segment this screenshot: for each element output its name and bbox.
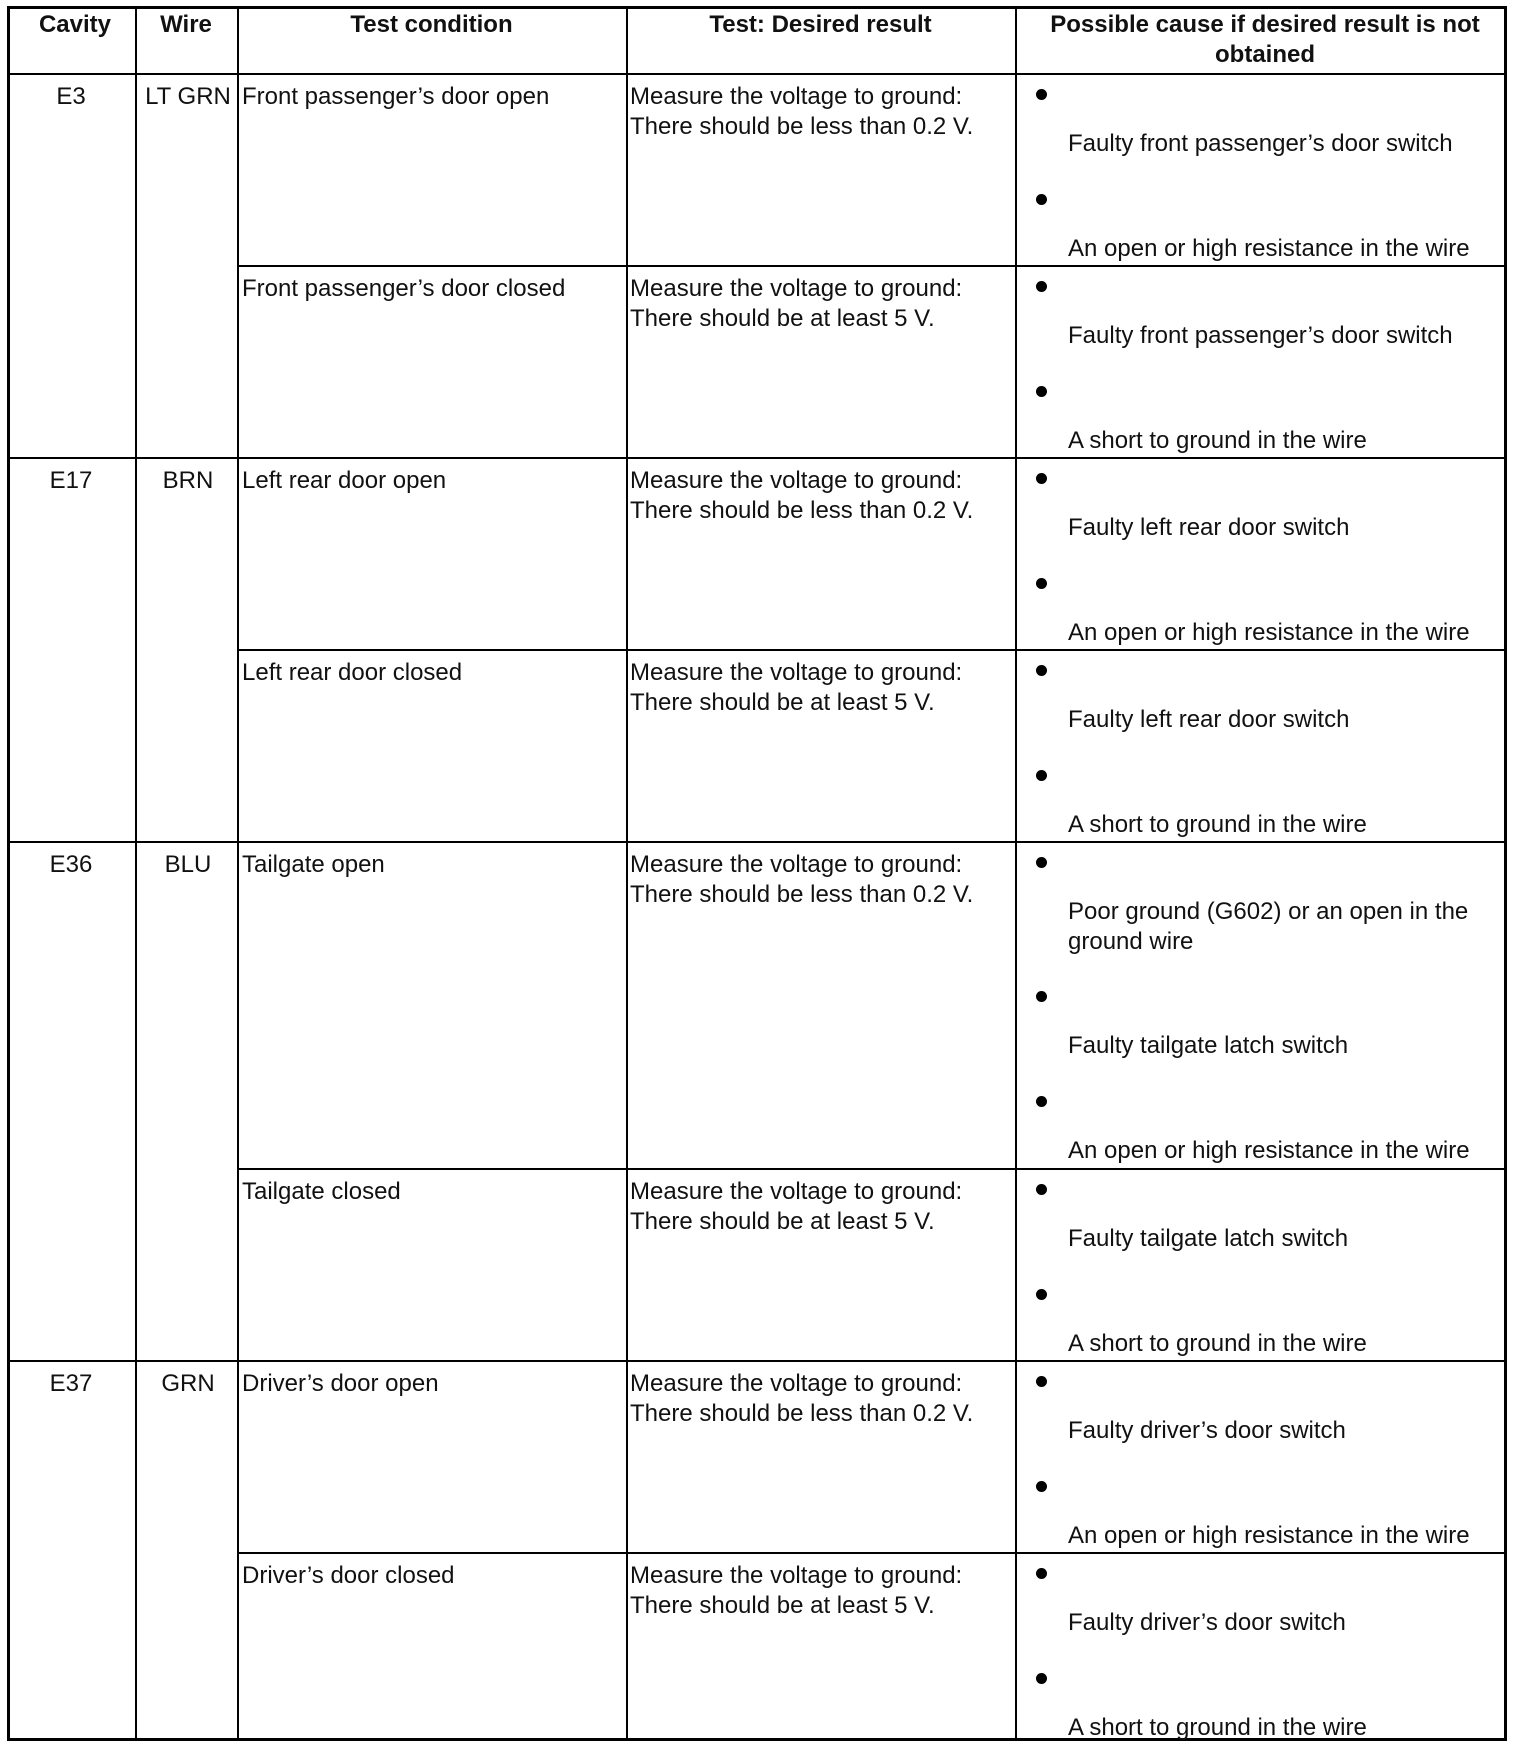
possible-cause-item: A short to ground in the wire — [1068, 427, 1367, 454]
desired-result-line: There should be at least 5 V. — [630, 1592, 935, 1619]
bullet-icon — [1036, 1481, 1047, 1492]
row-divider — [237, 1168, 1507, 1170]
header-desired-result: Test: Desired result — [709, 11, 932, 38]
header-divider — [7, 73, 1507, 75]
bullet-icon — [1036, 386, 1047, 397]
header-test-condition: Test condition — [350, 11, 513, 38]
cavity-cell: E3 — [56, 83, 86, 110]
wire-cell: BLU — [164, 851, 212, 878]
bullet-icon — [1036, 1376, 1047, 1387]
header-wire: Wire — [160, 11, 212, 38]
bullet-icon — [1036, 1568, 1047, 1579]
wire-cell: GRN — [161, 1370, 215, 1397]
possible-cause-item: Faulty driver’s door switch — [1068, 1417, 1346, 1444]
desired-result-line: Measure the voltage to ground: — [630, 83, 963, 110]
test-condition-cell: Left rear door open — [242, 467, 447, 494]
desired-result-line: Measure the voltage to ground: — [630, 851, 963, 878]
possible-cause-item: An open or high resistance in the wire — [1068, 619, 1470, 646]
test-condition-cell: Left rear door closed — [242, 659, 463, 686]
column-divider — [135, 6, 137, 1741]
bullet-icon — [1036, 1096, 1047, 1107]
cavity-cell: E37 — [49, 1370, 93, 1397]
header-possible-cause: Possible cause if desired result is not obtained — [1050, 11, 1480, 68]
possible-cause-item: Faulty driver’s door switch — [1068, 1609, 1346, 1636]
possible-cause-item: Faulty front passenger’s door switch — [1068, 322, 1453, 349]
bullet-icon — [1036, 857, 1047, 868]
test-condition-cell: Tailgate open — [242, 851, 385, 878]
wire-cell: LT GRN — [145, 83, 231, 110]
bullet-icon — [1036, 1289, 1047, 1300]
test-condition-cell: Front passenger’s door open — [242, 83, 550, 110]
possible-cause-item: Faulty left rear door switch — [1068, 706, 1350, 733]
bullet-icon — [1036, 473, 1047, 484]
desired-result-line: There should be at least 5 V. — [630, 689, 935, 716]
row-divider — [237, 649, 1507, 651]
test-condition-cell: Front passenger’s door closed — [242, 275, 566, 302]
bullet-icon — [1036, 194, 1047, 205]
test-condition-cell: Driver’s door closed — [242, 1562, 455, 1589]
bullet-icon — [1036, 1184, 1047, 1195]
possible-cause-item: An open or high resistance in the wire — [1068, 1522, 1470, 1549]
possible-cause-item: Faulty front passenger’s door switch — [1068, 130, 1453, 157]
test-condition-cell: Driver’s door open — [242, 1370, 439, 1397]
row-divider — [237, 265, 1507, 267]
group-divider — [7, 457, 1507, 459]
possible-cause-item: A short to ground in the wire — [1068, 1330, 1367, 1357]
test-condition-cell: Tailgate closed — [242, 1178, 401, 1205]
desired-result-line: There should be at least 5 V. — [630, 305, 935, 332]
possible-cause-item: Faulty left rear door switch — [1068, 514, 1350, 541]
bullet-icon — [1036, 281, 1047, 292]
bullet-icon — [1036, 665, 1047, 676]
cavity-cell: E17 — [49, 467, 93, 494]
possible-cause-item: Poor ground (G602) or an open in the ground wire — [1068, 898, 1469, 955]
wire-cell: BRN — [162, 467, 214, 494]
desired-result-line: There should be less than 0.2 V. — [630, 497, 974, 524]
desired-result-line: Measure the voltage to ground: — [630, 1370, 963, 1397]
desired-result-line: Measure the voltage to ground: — [630, 1178, 963, 1205]
bullet-icon — [1036, 991, 1047, 1002]
possible-cause-item: An open or high resistance in the wire — [1068, 1137, 1470, 1164]
bullet-icon — [1036, 1673, 1047, 1684]
header-cavity: Cavity — [38, 11, 112, 38]
bullet-icon — [1036, 89, 1047, 100]
possible-cause-item: Faulty tailgate latch switch — [1068, 1032, 1349, 1059]
possible-cause-item: An open or high resistance in the wire — [1068, 235, 1470, 262]
desired-result-line: There should be less than 0.2 V. — [630, 881, 974, 908]
possible-cause-item: Faulty tailgate latch switch — [1068, 1225, 1349, 1252]
row-divider — [237, 1552, 1507, 1554]
group-divider — [7, 841, 1507, 843]
desired-result-line: There should be at least 5 V. — [630, 1208, 935, 1235]
desired-result-line: Measure the voltage to ground: — [630, 275, 963, 302]
bullet-icon — [1036, 578, 1047, 589]
cavity-cell: E36 — [49, 851, 93, 878]
desired-result-line: Measure the voltage to ground: — [630, 1562, 963, 1589]
desired-result-line: Measure the voltage to ground: — [630, 659, 963, 686]
desired-result-line: Measure the voltage to ground: — [630, 467, 963, 494]
possible-cause-item: A short to ground in the wire — [1068, 1714, 1367, 1741]
bullet-icon — [1036, 770, 1047, 781]
desired-result-line: There should be less than 0.2 V. — [630, 113, 974, 140]
possible-cause-item: A short to ground in the wire — [1068, 811, 1367, 838]
group-divider — [7, 1360, 1507, 1362]
desired-result-line: There should be less than 0.2 V. — [630, 1400, 974, 1427]
